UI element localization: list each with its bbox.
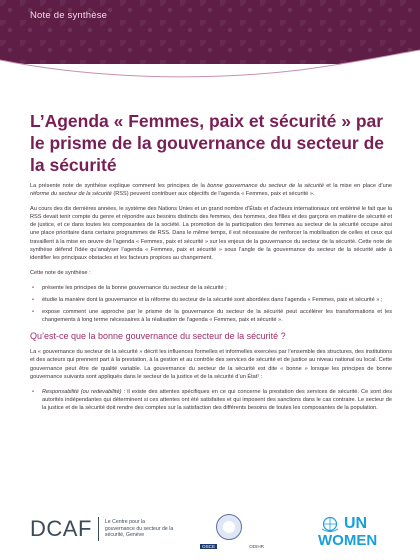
women-wordmark: WOMEN — [318, 532, 378, 549]
intro-paragraph-2: Au cours des dix dernières années, le système des Nations Unies et un grand nombre d’États et d’acteurs internationaux ont entériné le fait que la RSS devait tenir compte du genre et répondre aux besoins distincts des femmes, des hommes, des filles et des garçons en matière de sécurité et de justice, et ce dans toutes les composantes de la société. La promotion de la participation des femmes au secteur de la sécurité occupe ainsi une place prioritaire dans certains programmes de RSS. Dans le même temps, il est nécessaire de renforcer la mobilisation de celles et ceux qui travaillent à la mise en œuvre de l’agenda « Femmes, paix et sécurité » sur les enjeux de la gouvernance du secteur de la sécurité. Cette note de synthèse défend l’idée qu’analyser l’agenda « Femmes, paix et sécurité » sous l’angle de la gouvernance du secteur de la sécurité aide à identifier les principaux obstacles et les facteurs propices au changement. — [30, 206, 392, 261]
bullet-icon: • — [32, 388, 34, 395]
list-item: • Responsabilité (ou redevabilité) : il existe des attentes spécifiques en ce qui concerne la prestation des services de sécurité. Ce sont des autorités indépendantes qui déterminent si ces attentes ont été satisfaites et qui imposent des sanctions dans le cas contraire. Le secteur de la justice et de la sécurité doit rendre des comptes sur la satisfaction des différents besoins de toutes les composantes de la population. — [32, 388, 392, 411]
osce-label-row — [200, 544, 264, 549]
document-body — [30, 182, 392, 419]
list-item: • étudie la manière dont la gouvernance et la réforme du secteur de la sécurité sont abordées dans l’agenda « Femmes, paix et sécurité » ; — [32, 297, 383, 304]
intro-paragraph-1: La présente note de synthèse explique comment les principes de la bonne gouvernance du secteur de la sécurité et la mise en place d’une réforme du secteur de la sécurité (RSS) peuvent contribuer aux objectifs de l’agenda « Femmes, paix et sécurité ». — [30, 183, 393, 198]
bullet-icon: • — [32, 297, 34, 304]
section-paragraph-1: La « gouvernance du secteur de la sécurité » décrit les influences formelles et informelles exercées par l’ensemble des structures, des institutions et des acteurs qui prennent part à la prestation, à la gestion et au contrôle des services de sécurité et de justice au niveau national ou local. Cette gouvernance peut être de qualité variable. La gouvernance du secteur de la sécurité est dite « bonne » lorsque les principes de bonne gouvernance suivants sont appliqués dans le secteur de la justice et de la sécurité d’un État¹ : — [30, 349, 392, 380]
dcaf-tagline: Le Centre pour la gouvernance du secteur de la sécurité, Genève — [104, 519, 174, 539]
un-wordmark: UN — [344, 515, 368, 532]
section-heading: Qu’est-ce que la bonne gouvernance du secteur de la sécurité ? — [30, 331, 286, 342]
list-item: • présente les principes de la bonne gouvernance du secteur de la sécurité ; — [32, 284, 227, 291]
un-emblem-icon — [320, 516, 340, 532]
odihr-label: ODIHR — [249, 544, 264, 549]
summary-list — [30, 284, 392, 324]
document-type-label: Note de synthèse — [30, 10, 108, 21]
footer-logos — [0, 508, 420, 560]
header-wave-decoration — [0, 40, 420, 100]
osce-emblem-icon — [216, 514, 242, 540]
bullet-icon: • — [32, 309, 34, 316]
un-women-logo — [318, 516, 398, 552]
list-item: • expose comment une approche par le prisme de la gouvernance du secteur de la sécurité peut accélérer les transformations et les changements à long terme nécessaires à la réalisation de l’agenda « Femmes, paix et sécurité ». — [32, 309, 392, 324]
bullet-icon: • — [32, 284, 34, 291]
osce-label: OSCE — [202, 544, 216, 549]
dcaf-logo — [30, 516, 175, 542]
osce-odihr-logo — [200, 514, 264, 558]
principle-term: Responsabilité (ou redevabilité) — [42, 388, 122, 395]
logo-divider — [98, 517, 99, 541]
principles-list — [30, 388, 392, 412]
list-intro: Cette note de synthèse : — [30, 269, 91, 276]
page-title: L’Agenda « Femmes, paix et sécurité » par le prisme de la gouvernance du secteur de la sécurité — [30, 111, 385, 175]
dcaf-wordmark: DCAF — [30, 516, 92, 541]
